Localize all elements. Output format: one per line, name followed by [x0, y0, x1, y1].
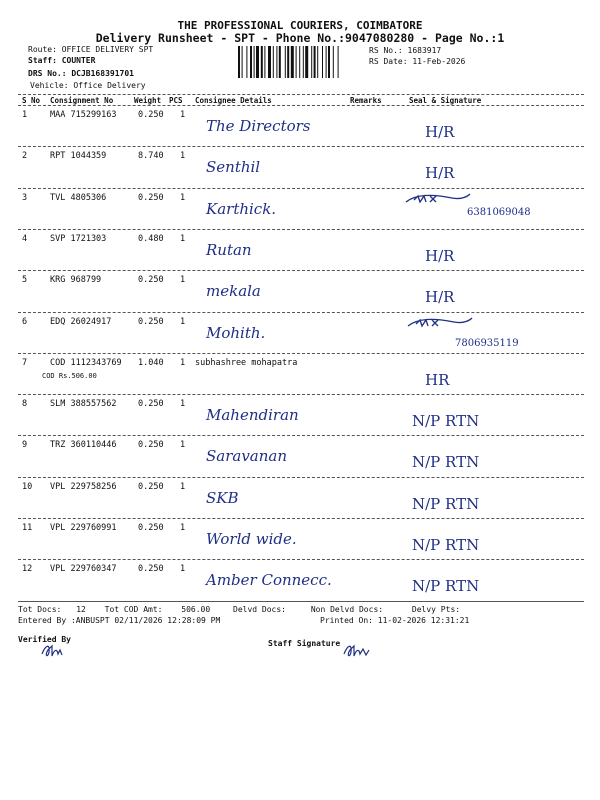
row-seal-handwritten: H/R	[425, 123, 455, 141]
barcode-bar	[291, 46, 294, 78]
row-pcs: 1	[180, 151, 186, 162]
printed-on: Printed On: 11-02-2026 12:31:21	[320, 616, 470, 625]
row-consignee-handwritten: Senthil	[206, 158, 261, 177]
row-consignee-handwritten: Mahendiran	[206, 406, 299, 425]
row-pcs: 1	[180, 523, 186, 533]
row-sno: 11	[22, 523, 33, 533]
barcode-bar	[250, 46, 252, 78]
barcode-bar	[296, 46, 297, 78]
barcode-bar	[333, 46, 334, 78]
row-sno: 10	[22, 481, 33, 492]
row-weight: 0.250	[138, 275, 164, 286]
barcode-bar	[314, 46, 316, 78]
row-consignee: subhashree mohapatra	[195, 357, 298, 368]
footer-rule	[18, 601, 584, 602]
row-phone-handwritten: 7806935119	[455, 337, 519, 349]
tot-cod-label: Tot COD Amt:	[104, 605, 163, 614]
row-seal-handwritten: H/R	[425, 246, 455, 265]
barcode-bar	[305, 46, 308, 78]
row-divider	[18, 229, 584, 230]
row-sno: 2	[22, 151, 28, 162]
staff-label: Staff: COUNTER	[28, 56, 96, 65]
row-consignee-handwritten: Saravanan	[206, 447, 288, 466]
row-weight: 0.250	[138, 481, 164, 492]
row-consignment: COD 1112343769	[50, 357, 122, 368]
row-sno: 3	[22, 192, 28, 203]
staff-handwritten-signature	[342, 640, 372, 664]
row-consignee-handwritten: Karthick.	[206, 199, 277, 218]
row-consignment: VPL 229760991	[50, 523, 117, 533]
barcode-bar	[303, 46, 304, 78]
row-weight: 0.250	[138, 110, 164, 120]
row-pcs: 1	[180, 233, 186, 244]
row-phone-handwritten: 6381069048	[467, 206, 531, 218]
row-sno: 4	[22, 233, 28, 244]
barcode	[238, 46, 364, 78]
entered-by: Entered By :ANBUSPT 02/11/2026 12:28:09 PM	[18, 616, 221, 625]
row-weight: 1.040	[138, 357, 164, 368]
row-pcs: 1	[180, 110, 186, 120]
row-weight: 0.480	[138, 233, 164, 244]
row-sno: 9	[22, 440, 28, 451]
row-divider	[18, 394, 584, 395]
row-sno: 1	[22, 110, 28, 120]
tot-cod: 506.00	[181, 605, 211, 614]
drs-number: DRS No.: DCJB168391701	[28, 69, 134, 78]
row-signature-scribble	[404, 314, 474, 340]
row-divider	[18, 188, 584, 189]
row-divider	[18, 146, 584, 147]
row-signature-scribble	[402, 190, 472, 216]
row-sno: 5	[22, 275, 28, 286]
barcode-bar	[264, 46, 265, 78]
col-weight: Weight	[134, 96, 162, 105]
company-name: THE PROFESSIONAL COURIERS, COIMBATORE	[177, 19, 423, 32]
row-seal-handwritten: N/P RTN	[412, 412, 480, 431]
verified-by: Verified By	[18, 635, 71, 644]
col-remarks: Remarks	[350, 96, 382, 105]
row-pcs: 1	[180, 192, 186, 203]
barcode-bar	[254, 46, 255, 78]
barcode-bar	[276, 46, 277, 78]
row-weight: 0.250	[138, 440, 164, 451]
col-sno: S No	[22, 96, 41, 105]
tot-docs: 12	[76, 605, 86, 614]
barcode-bar	[246, 46, 247, 78]
row-consignment: VPL 229760347	[50, 564, 117, 575]
row-weight: 0.250	[138, 564, 164, 575]
row-seal-handwritten: N/P RTN	[412, 494, 480, 513]
row-sno: 7	[22, 357, 28, 368]
row-weight: 8.740	[138, 151, 164, 162]
barcode-bar	[242, 46, 243, 78]
col-seal: Seal & Signature	[409, 96, 482, 105]
barcode-bar	[256, 46, 259, 78]
row-consignee-handwritten: Amber Connecc.	[206, 571, 332, 590]
row-seal-handwritten: H/R	[425, 164, 455, 183]
row-pcs: 1	[180, 564, 186, 575]
row-divider	[18, 518, 584, 519]
rs-date: RS Date: 11-Feb-2026	[369, 57, 466, 66]
row-pcs: 1	[180, 399, 186, 410]
barcode-bar	[261, 46, 263, 78]
row-sno: 8	[22, 399, 28, 410]
row-sno: 6	[22, 316, 28, 327]
barcode-bar	[285, 46, 286, 78]
row-consignee-handwritten: mekala	[206, 282, 261, 301]
row-divider	[18, 270, 584, 271]
row-consignee-handwritten: SKB	[206, 488, 239, 507]
rs-number: RS No.: 1683917	[369, 46, 442, 55]
row-seal-handwritten: N/P RTN	[412, 577, 480, 596]
row-consignment: SVP 1721303	[50, 233, 107, 244]
row-consignment: MAA 715299163	[50, 110, 117, 120]
row-pcs: 1	[180, 275, 186, 286]
row-consignment: RPT 1044359	[50, 151, 107, 162]
row-consignment: SLM 388557562	[50, 399, 117, 410]
row-seal-handwritten: HR	[425, 370, 450, 389]
non-delvd-docs: Non Delvd Docs:	[310, 605, 384, 614]
barcode-bar	[287, 46, 289, 78]
row-weight: 0.250	[138, 316, 164, 327]
barcode-bar	[268, 46, 271, 78]
row-weight: 0.250	[138, 399, 164, 410]
row-consignee-handwritten: Mohith.	[206, 323, 266, 342]
col-pcs: PCS	[169, 96, 183, 105]
row-divider	[18, 312, 584, 313]
delvy-pts: Delvy Pts:	[411, 605, 461, 614]
row-divider	[18, 477, 584, 478]
runsheet-title: Delivery Runsheet - SPT - Phone No.:9047080280 - Page No.:1	[95, 31, 505, 45]
barcode-bar	[338, 46, 339, 78]
row-weight: 0.250	[138, 192, 164, 203]
row-pcs: 1	[180, 440, 186, 451]
row-consignee-handwritten: World wide.	[206, 530, 297, 548]
barcode-bar	[328, 46, 330, 78]
row-consignment: TVL 4805306	[50, 192, 107, 203]
row-divider	[18, 353, 584, 354]
row-divider	[18, 559, 584, 560]
row-seal-handwritten: H/R	[425, 288, 455, 307]
delvd-docs: Delvd Docs:	[233, 605, 286, 614]
row-pcs: 1	[180, 481, 186, 492]
barcode-bar	[317, 46, 318, 78]
barcode-bar	[311, 46, 312, 78]
col-consignment: Consignment No	[50, 96, 114, 105]
tot-docs-label: Tot Docs:	[18, 605, 62, 614]
header-top-rule	[18, 94, 584, 95]
barcode-bar	[273, 46, 274, 78]
vehicle-label: Vehicle: Office Delivery	[30, 81, 146, 90]
route-label: Route: OFFICE DELIVERY SPT	[28, 45, 154, 54]
row-pcs: 1	[180, 357, 186, 368]
row-consignee-handwritten: Rutan	[206, 240, 252, 259]
row-seal-handwritten: N/P RTN	[412, 453, 480, 472]
footer-summary	[18, 605, 460, 614]
row-cod-amount: COD Rs.506.00	[42, 371, 97, 380]
staff-signature-label: Staff Signature	[268, 639, 341, 648]
row-consignment: KRG 968799	[50, 275, 102, 286]
row-weight: 0.250	[138, 523, 164, 533]
row-sno: 12	[22, 564, 33, 575]
row-divider	[18, 435, 584, 436]
col-consignee: Consignee Details	[195, 96, 272, 105]
barcode-bar	[279, 46, 281, 78]
row-pcs: 1	[180, 316, 186, 327]
barcode-bar	[322, 46, 323, 78]
barcode-bar	[299, 46, 300, 78]
row-seal-handwritten: N/P RTN	[412, 536, 480, 554]
header-bottom-rule	[18, 105, 584, 106]
verifier-signature	[40, 640, 66, 664]
row-consignment: TRZ 360110446	[50, 440, 117, 451]
row-consignment: EDQ 26024917	[50, 316, 112, 327]
row-consignee-handwritten: The Directors	[206, 117, 311, 135]
barcode-bar	[326, 46, 327, 78]
row-consignment: VPL 229758256	[50, 481, 117, 492]
barcode-bar	[238, 46, 240, 78]
